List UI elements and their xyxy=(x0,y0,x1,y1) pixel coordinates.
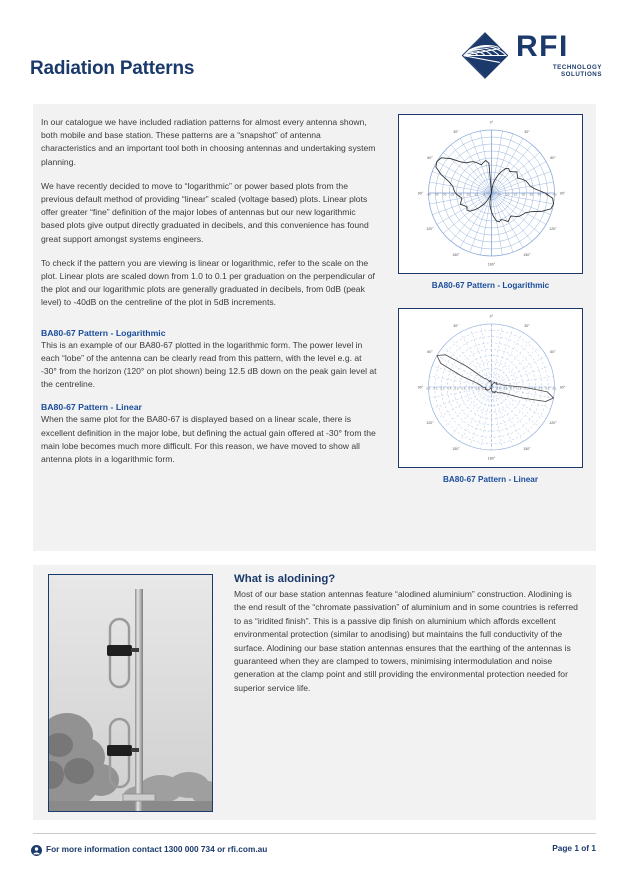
intro-paragraph-1: In our catalogue we have included radiation patterns for almost every antenna shown, both mobile and base station. These patterns are a “snapshot” of antenna characteristics and an important tool both in choosing antennas and undertaking system planning. xyxy=(41,117,376,167)
svg-text:0°: 0° xyxy=(489,314,494,319)
svg-text:0.1: 0.1 xyxy=(426,386,431,391)
rfi-tagline: TECHNOLOGY SOLUTIONS xyxy=(552,64,602,78)
plot-card-linear xyxy=(398,308,583,484)
plot-card-logarithmic xyxy=(398,114,583,290)
plot-caption-linear: BA80-67 Pattern - Linear xyxy=(442,475,539,484)
svg-text:0.6: 0.6 xyxy=(461,386,466,391)
svg-text:60°: 60° xyxy=(550,350,556,355)
svg-text:0.1: 0.1 xyxy=(552,386,557,391)
contact-person-icon xyxy=(31,843,42,854)
rfi-logo xyxy=(460,31,602,80)
footer-divider xyxy=(33,833,596,834)
svg-text:0.4: 0.4 xyxy=(531,386,536,391)
svg-text:90°: 90° xyxy=(417,191,424,196)
svg-text:90°: 90° xyxy=(559,191,566,196)
svg-text:-25: -25 xyxy=(528,192,533,197)
svg-text:-5: -5 xyxy=(482,192,485,197)
svg-text:-40: -40 xyxy=(426,192,431,197)
svg-text:-10: -10 xyxy=(473,192,478,197)
svg-text:-20: -20 xyxy=(520,192,526,197)
svg-text:150°: 150° xyxy=(452,447,460,452)
svg-text:0.6: 0.6 xyxy=(517,386,522,391)
svg-text:120°: 120° xyxy=(549,227,557,232)
svg-text:-30: -30 xyxy=(442,192,447,197)
svg-text:180°: 180° xyxy=(487,262,496,267)
rfi-diamond-antenna-icon xyxy=(460,31,510,80)
svg-text:180°: 180° xyxy=(487,456,496,461)
svg-text:0.3: 0.3 xyxy=(440,386,445,391)
page-title: Radiation Patterns xyxy=(30,58,195,79)
intro-paragraph-3: To check if the pattern you are viewing is linear or logarithmic, refer to the scale on the plot. Linear plots are scaled down from 1.0 to 0.1 per graduation on the perpendicular of the plot and our logarithmic plots are generally graduated in decibels, from 0dB (peak level) to -40dB on the centreline of the plot in 5dB increments. xyxy=(41,257,375,308)
svg-text:0.9: 0.9 xyxy=(496,386,501,391)
intro-paragraph-2: We have recently decided to move to “logarithmic” or power based plots from the previous default method of providing “linear” scaled (voltage based) plots. Linear plots offer greater “fine” definition of the major lobes of antennas but our new logarithmic based plots give output directly graduated in decibels, and this convenience has found great support amongst systems engineers. xyxy=(41,180,369,244)
section-heading-logarithmic: BA80-67 Pattern - Logarithmic xyxy=(41,327,166,338)
footer-page-number: Page 1 of 1 xyxy=(552,843,596,853)
svg-text:0.2: 0.2 xyxy=(433,386,438,391)
svg-text:90°: 90° xyxy=(559,385,566,390)
svg-text:0.3: 0.3 xyxy=(538,386,543,391)
alodining-paragraph: Most of our base station antennas feature “alodined aluminium” construction. Alodining is the end result of the “chromate passivation” of aluminium and in some countries is referred to as “iridited finish”. This is a passive dip finish on aluminium which affords excellent environmental protection (similar to anodising) but maintains the full conductivity of the surface. Alodining our base station antennas ensures that the earthing of the antennas is guaranteed when they are clamped to towers, minimising intermodulation and noise generation at the clamp point and still providing the environmental protection needed for superior service life. xyxy=(234,589,578,693)
page-header xyxy=(0,0,629,96)
footer-contact-text[interactable]: For more information contact 1300 000 734 or rfi.com.au xyxy=(46,843,268,854)
svg-text:0.7: 0.7 xyxy=(468,386,473,391)
alodining-text-block xyxy=(234,573,586,695)
svg-text:60°: 60° xyxy=(427,156,433,161)
svg-text:60°: 60° xyxy=(550,156,556,161)
svg-text:60°: 60° xyxy=(427,350,433,355)
svg-text:-30: -30 xyxy=(536,192,541,197)
svg-text:120°: 120° xyxy=(426,421,434,426)
svg-text:-40: -40 xyxy=(552,192,557,197)
svg-text:120°: 120° xyxy=(426,227,434,232)
svg-text:-35: -35 xyxy=(544,192,549,197)
svg-text:0.8: 0.8 xyxy=(503,386,508,391)
antenna-photo xyxy=(48,574,213,812)
svg-text:150°: 150° xyxy=(523,447,531,452)
section-heading-linear: BA80-67 Pattern - Linear xyxy=(41,402,142,413)
svg-text:150°: 150° xyxy=(523,253,531,258)
svg-text:0.9: 0.9 xyxy=(482,386,487,391)
polar-plot-linear xyxy=(398,308,583,468)
footer-contact xyxy=(31,843,267,854)
svg-text:-15: -15 xyxy=(513,192,518,197)
svg-text:30°: 30° xyxy=(453,130,459,135)
svg-text:-20: -20 xyxy=(457,192,463,197)
svg-text:0.7: 0.7 xyxy=(510,386,515,391)
svg-text:30°: 30° xyxy=(453,324,459,329)
section-text-logarithmic: This is an example of our BA80-67 plotted in the logarithmic form. The power level in each “lobe” of the antenna can be clearly read from this pattern, with the level e.g. at -30° from the horizon (120° on plot shown) being 12.5 dB down on the peak gain level at the centreline. xyxy=(41,339,377,390)
svg-text:90°: 90° xyxy=(417,385,424,390)
alodining-heading: What is alodining? xyxy=(234,573,336,585)
svg-text:0.4: 0.4 xyxy=(447,386,452,391)
plot-caption-logarithmic: BA80-67 Pattern - Logarithmic xyxy=(431,281,550,290)
page-footer xyxy=(0,833,629,873)
section-text-linear: When the same plot for the BA80-67 is displayed based on a linear scale, there is excellent definition in the major lobe, but defining the actual gain offered at -30° from the main lobe becomes much more difficult. For this reason, we have moved to show all antenna plots in a logarithmic form. xyxy=(41,414,376,465)
svg-text:-10: -10 xyxy=(505,192,510,197)
svg-text:150°: 150° xyxy=(452,253,460,258)
svg-text:-5: -5 xyxy=(498,192,501,197)
svg-text:120°: 120° xyxy=(549,421,557,426)
svg-text:-15: -15 xyxy=(465,192,470,197)
rfi-brand-text: RFI xyxy=(516,30,569,63)
polar-plot-logarithmic xyxy=(398,114,583,274)
svg-text:0°: 0° xyxy=(489,120,494,125)
svg-text:0.5: 0.5 xyxy=(524,386,529,391)
svg-text:0.5: 0.5 xyxy=(454,386,459,391)
svg-text:0.8: 0.8 xyxy=(475,386,480,391)
svg-text:-25: -25 xyxy=(450,192,455,197)
svg-text:30°: 30° xyxy=(524,324,530,329)
svg-text:0.2: 0.2 xyxy=(545,386,550,391)
body-text-column xyxy=(41,116,378,477)
svg-text:30°: 30° xyxy=(524,130,530,135)
svg-text:-35: -35 xyxy=(434,192,439,197)
rfi-logo-text xyxy=(516,32,602,78)
